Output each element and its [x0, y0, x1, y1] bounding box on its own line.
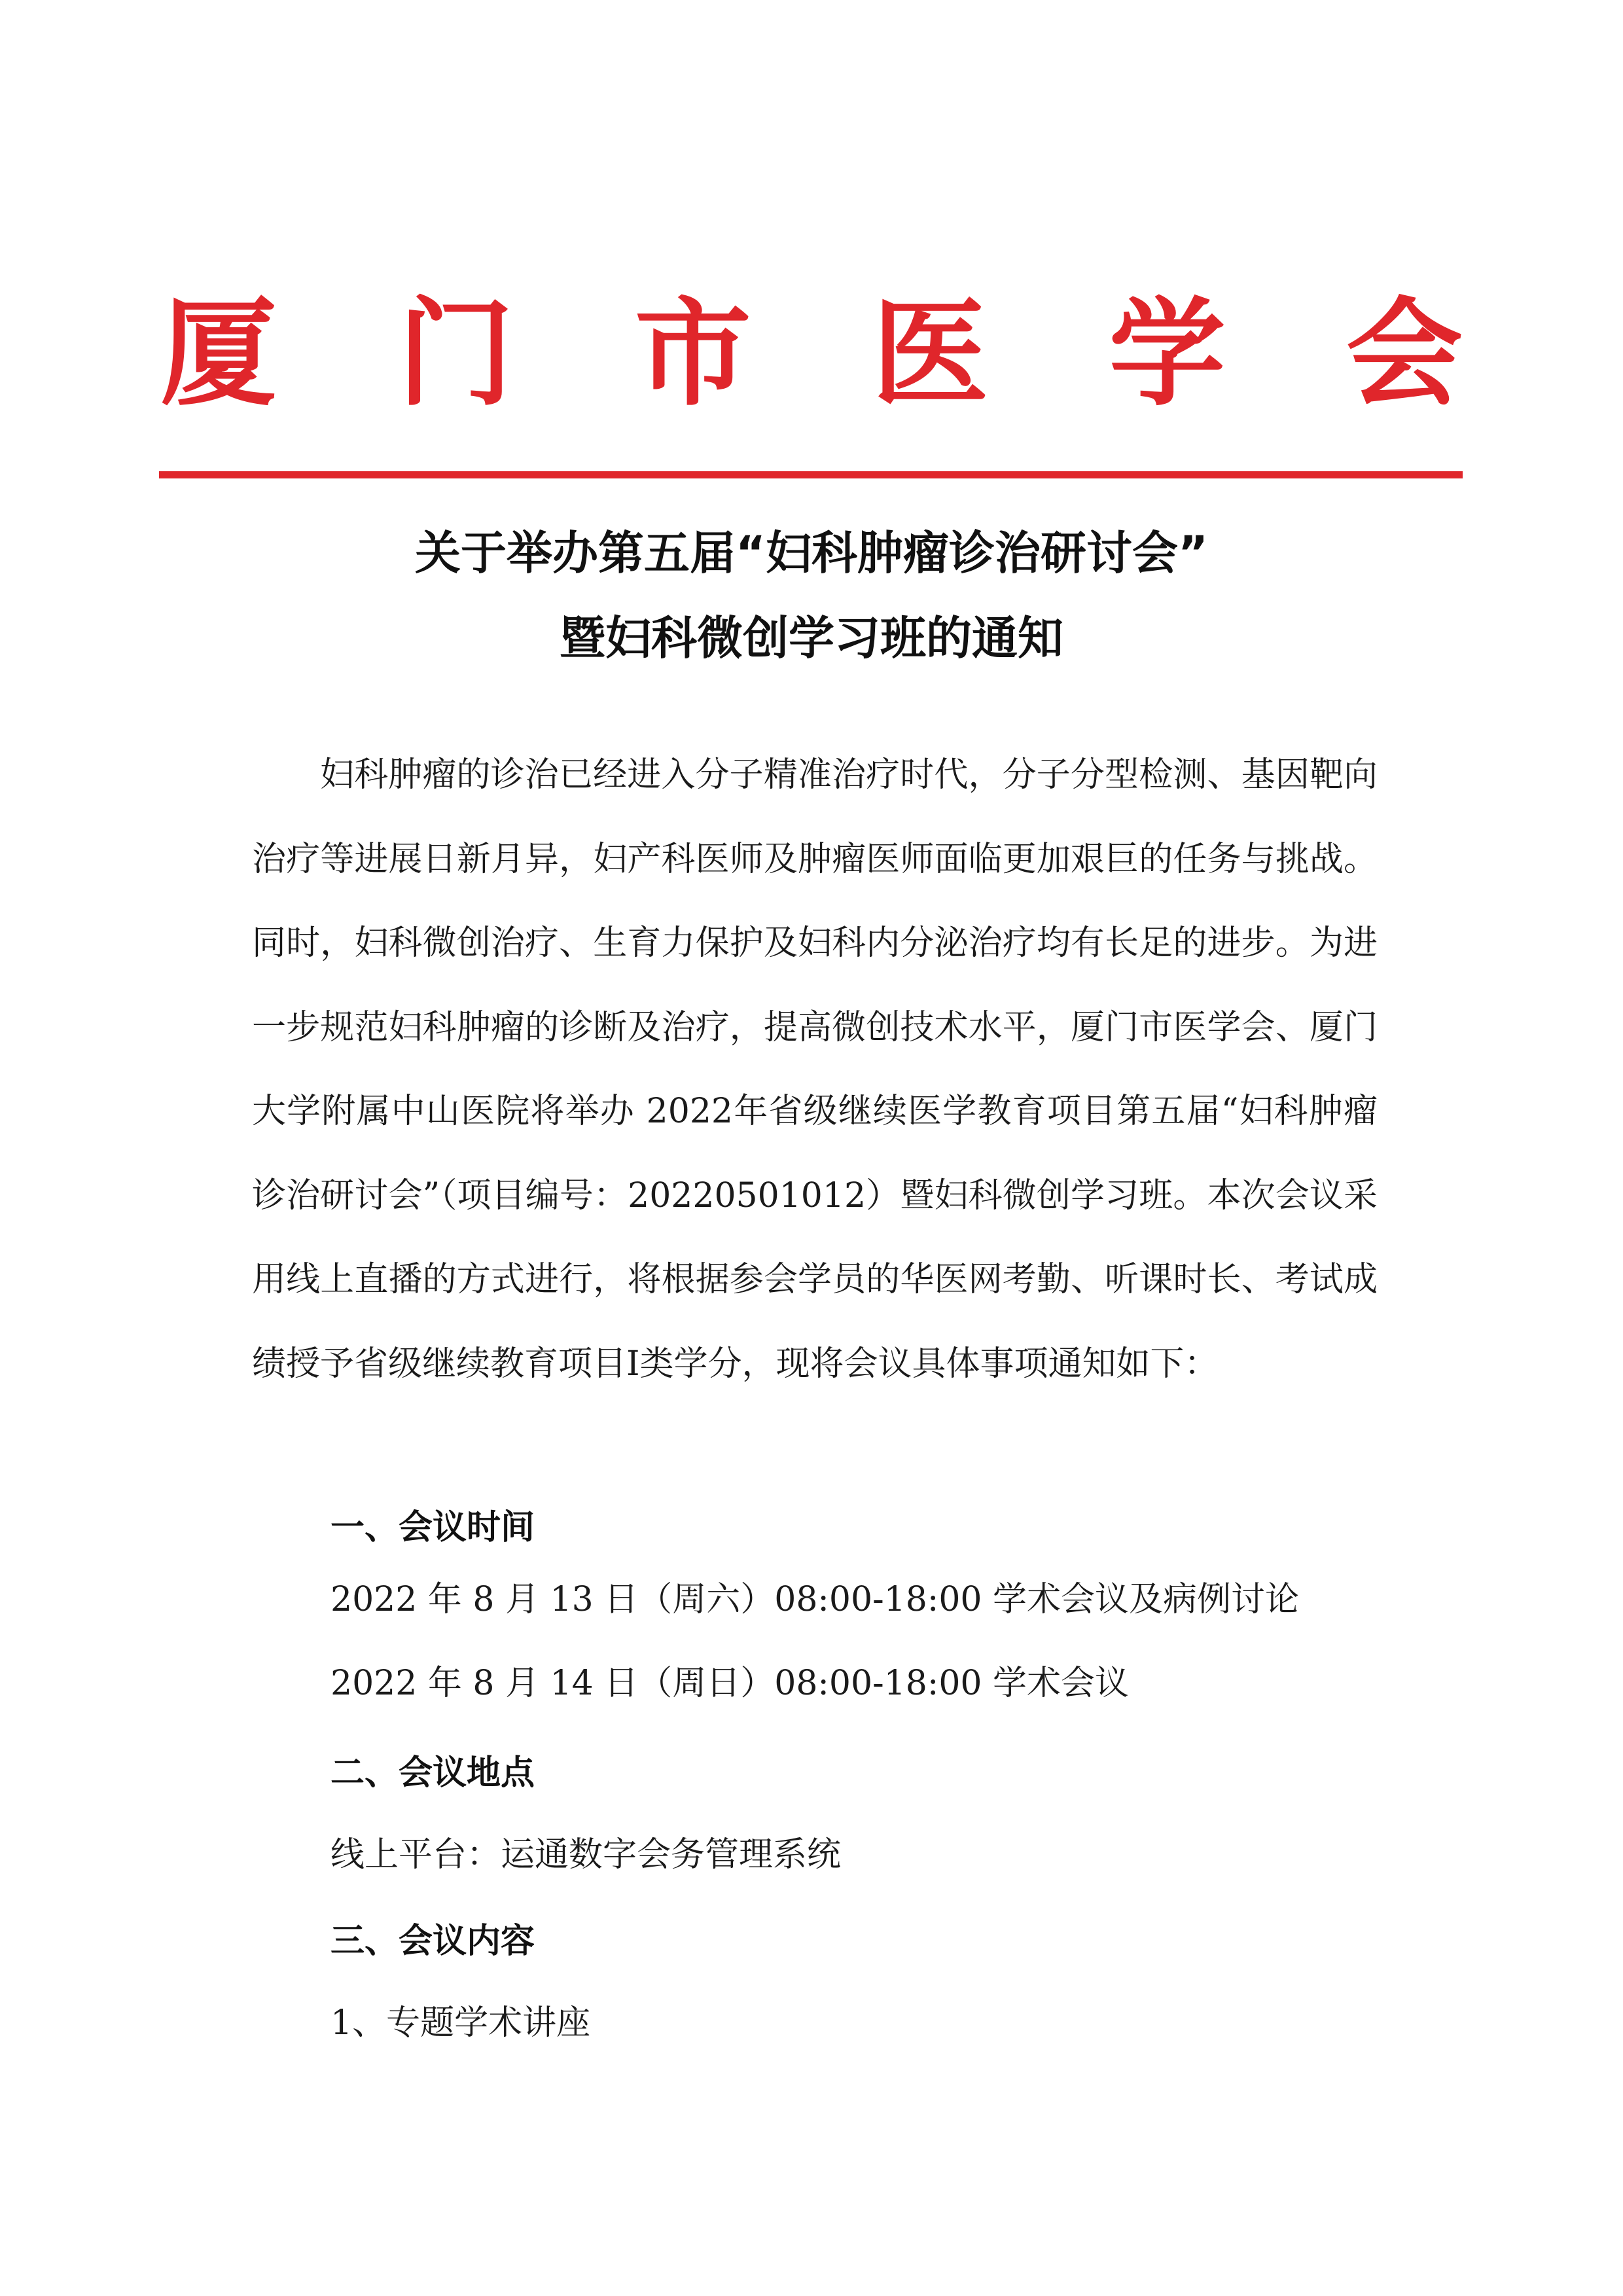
notice-title-line-2: 暨妇科微创学习班的通知: [560, 611, 1063, 665]
letterhead-char: 市: [634, 285, 751, 422]
letterhead-title: [160, 285, 1463, 422]
letterhead-char: 医: [872, 285, 989, 422]
letterhead-char: 门: [397, 285, 514, 422]
letterhead-char: 学: [1109, 285, 1226, 422]
intro-paragraph: 妇科肿瘤的诊治已经进入分子精准治疗时代，分子分型检测、基因靶向治疗等进展日新月异，妇产科医师及肿瘤医师面临更加艰巨的任务与挑战。同时，妇科微创治疗、生育力保护及妇科内分泌治疗均有长足的进步。为进一步规范妇科肿瘤的诊断及治疗，提高微创技术水平，厦门市医学会、厦门大学附属中山医院将举办 2022年省级继续医学教育项目第五届“妇科肿瘤诊治研讨会”（项目编号：20220501012）暨妇科微创学习班。本次会议采用线上直播的方式进行，将根据参会学员的华医网考勤、听课时长、考试成绩授予省级继续教育项目Ⅰ类学分，现将会议具体事项通知如下：: [252, 755, 1378, 1384]
section-heading-place: 二、会议地点: [330, 1753, 535, 1793]
letterhead-divider: [159, 471, 1463, 478]
meeting-time-day-2: 2022 年 8 月 14 日（周日）08:00-18:00 学术会议: [330, 1664, 1130, 1703]
meeting-content-item-1: 1、专题学术讲座: [330, 2003, 591, 2043]
letterhead-char: 厦: [160, 285, 277, 422]
section-heading-content: 三、会议内容: [330, 1922, 535, 1961]
letterhead-char: 会: [1346, 285, 1463, 422]
notice-title-line-1: 关于举办第五届“妇科肿瘤诊治研讨会”: [414, 526, 1208, 580]
section-heading-time: 一、会议时间: [330, 1508, 535, 1547]
meeting-time-day-1: 2022 年 8 月 13 日（周六）08:00-18:00 学术会议及病例讨论: [330, 1580, 1300, 1619]
meeting-place-text: 线上平台：运通数字会务管理系统: [330, 1835, 842, 1874]
